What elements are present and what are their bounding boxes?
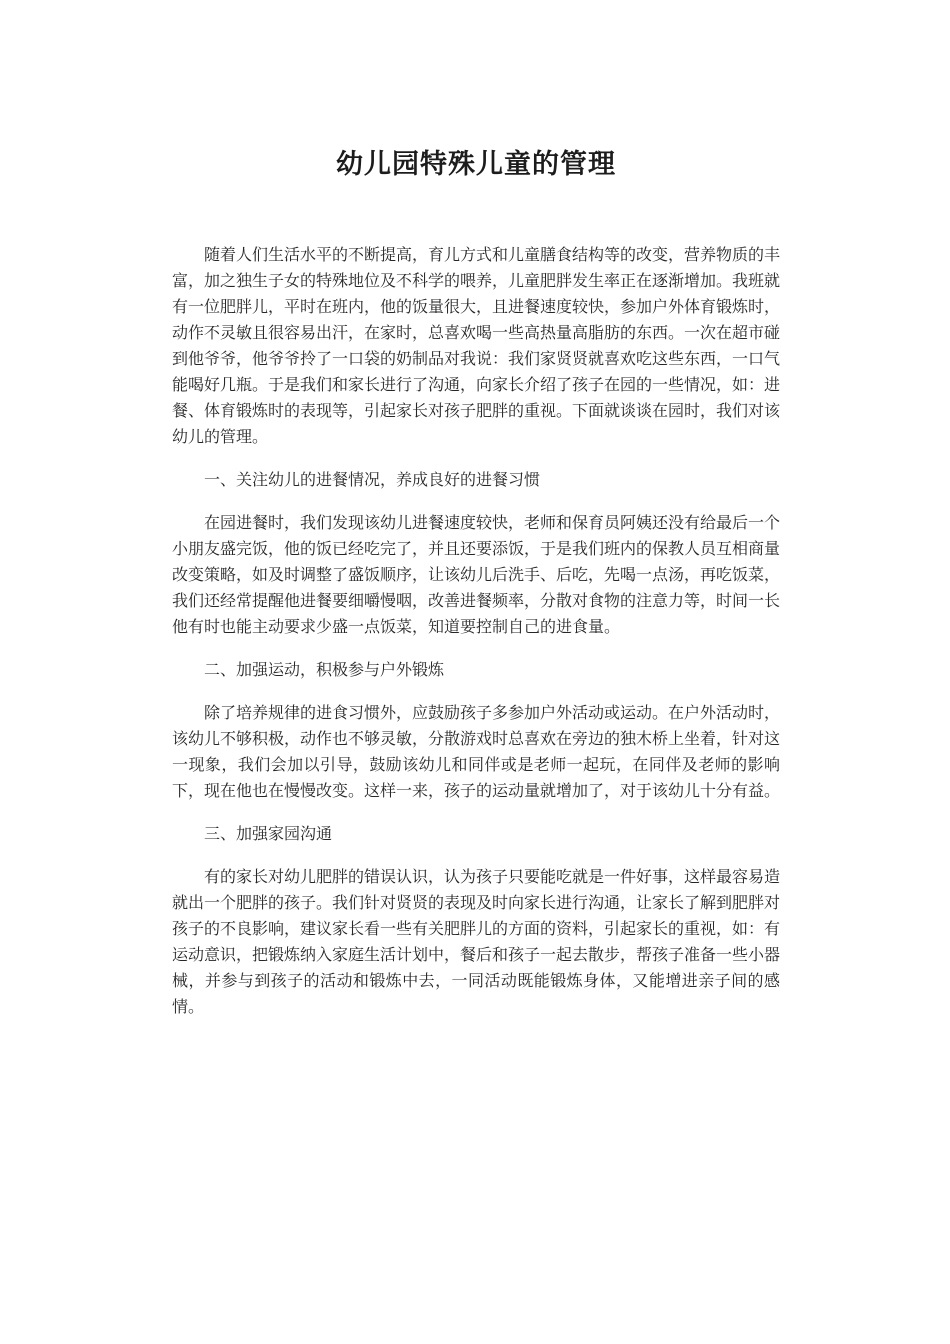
paragraph-section-1: 在园进餐时，我们发现该幼儿进餐速度较快，老师和保育员阿姨还没有给最后一个小朋友盛完饭，他的饭已经吃完了，并且还要添饭，于是我们班内的保教人员互相商量改变策略，如及时调整了盛饭顺序，让该幼儿后洗手、后吃，先喝一点汤，再吃饭菜，我们还经常提醒他进餐要细嚼慢咽，改善进餐频率，分散对食物的注意力等，时间一长他有时也能主动要求少盛一点饭菜，知道要控制自己的进食量。 — [172, 515, 781, 636]
paragraph-section-2: 除了培养规律的进食习惯外，应鼓励孩子多参加户外活动或运动。在户外活动时，该幼儿不够积极，动作也不够灵敏，分散游戏时总喜欢在旁边的独木桥上坐着，针对这一现象，我们会加以引导，鼓励该幼儿和同伴或是老师一起玩，在同伴及老师的影响下，现在他也在慢慢改变。这样一来，孩子的运动量就增加了，对于该幼儿十分有益。 — [172, 705, 781, 800]
section-heading-2: 二、加强运动，积极参与户外锻炼 — [204, 662, 445, 679]
paragraph-intro: 随着人们生活水平的不断提高，育儿方式和儿童膳食结构等的改变，营养物质的丰富，加之独生子女的特殊地位及不科学的喂养，儿童肥胖发生率正在逐渐增加。我班就有一位肥胖儿，平时在班内，他的饭量很大，且进餐速度较快，参加户外体育锻炼时，动作不灵敏且很容易出汗，在家时，总喜欢喝一些高热量高脂肪的东西。一次在超市碰到他爷爷，他爷爷拎了一口袋的奶制品对我说：我们家贤贤就喜欢吃这些东西，一口气能喝好几瓶。于是我们和家长进行了沟通，向家长介绍了孩子在园的一些情况，如：进餐、体育锻炼时的表现等，引起家长对孩子肥胖的重视。下面就谈谈在园时，我们对该幼儿的管理。 — [172, 247, 781, 446]
section-heading-3: 三、加强家园沟通 — [204, 826, 333, 843]
document-title: 幼儿园特殊儿童的管理 — [336, 149, 616, 179]
paragraph-section-3: 有的家长对幼儿肥胖的错误认识，认为孩子只要能吃就是一件好事，这样最容易造就出一个肥胖的孩子。我们针对贤贤的表现及时向家长进行沟通，让家长了解到肥胖对孩子的不良影响，建议家长看一些有关肥胖儿的方面的资料，引起家长的重视，如：有运动意识，把锻炼纳入家庭生活计划中，餐后和孩子一起去散步，帮孩子准备一些小器械，并参与到孩子的活动和锻炼中去，一同活动既能锻炼身体，又能增进亲子间的感情。 — [172, 869, 781, 1016]
section-heading-1: 一、关注幼儿的进餐情况，养成良好的进餐习惯 — [204, 472, 541, 489]
